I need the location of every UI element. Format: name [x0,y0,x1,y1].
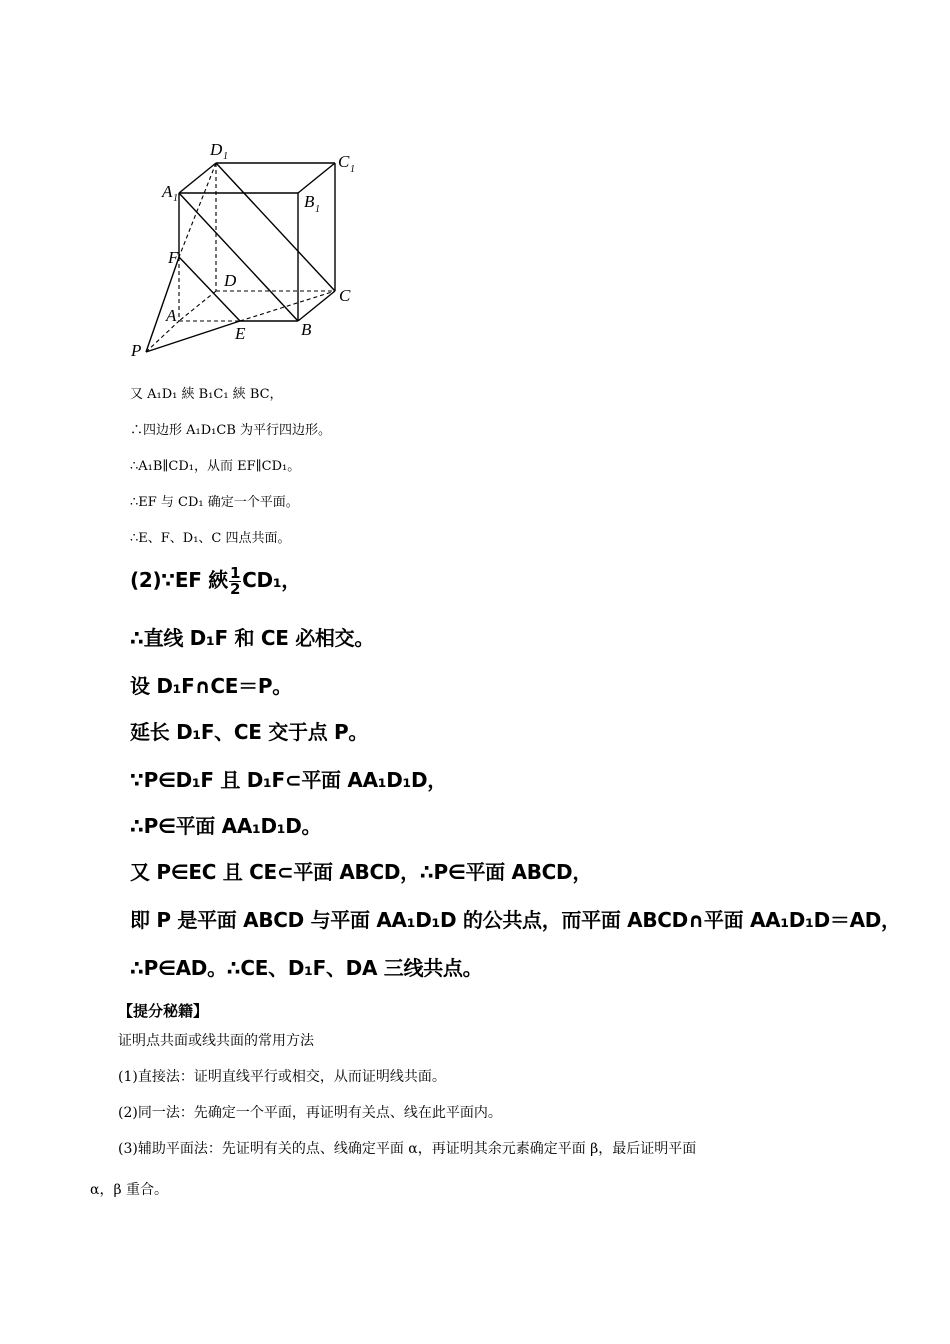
label-c1-sub: 1 [350,164,355,175]
cube-figure [120,130,380,370]
proof2-line-4: 延长 D₁F、CE 交于点 P。 [130,720,369,744]
proof-line-1: 又 A₁D₁ 綊 B₁C₁ 綊 BC， [130,387,283,402]
label-b: B [301,320,312,339]
proof2-line-5: ∵P∈D₁F 且 D₁F⊂平面 AA₁D₁D， [130,768,447,792]
fraction-denominator: 2 [230,580,241,598]
fraction-half [229,566,241,597]
tips-item-1: (1)直接法：证明直线平行或相交，从而证明线共面。 [118,1069,446,1085]
tips-item-2: (2)同一法：先确定一个平面，再证明有关点、线在此平面内。 [118,1105,502,1121]
label-c: C [339,286,351,305]
label-d: D [224,271,237,290]
tips-intro: 证明点共面或线共面的常用方法 [118,1033,314,1049]
proof2-line-9: ∴P∈AD。∴CE、D₁F、DA 三线共点。 [130,956,483,980]
proof2-line-8: 即 P 是平面 ABCD 与平面 AA₁D₁D 的公共点，而平面 ABCD∩平面 AA₁D₁D＝AD， [130,908,901,932]
cube-diagram [120,130,380,370]
tips-item-3-cont: α，β 重合。 [90,1182,168,1198]
proof2-line-1-pre: (2)∵EF 綊 [130,568,229,592]
proof2-line-1-post: CD₁， [242,568,301,592]
proof-line-2: ∴四边形 A₁D₁CB 为平行四边形。 [130,423,331,438]
tips-heading: 【提分秘籍】 [118,1002,209,1020]
proof2-line-6: ∴P∈平面 AA₁D₁D。 [130,814,322,838]
label-b1: B [304,192,315,211]
proof2-line-3: 设 D₁F∩CE＝P。 [130,674,292,698]
label-d1-sub: 1 [223,151,228,162]
proof2-line-1 [130,566,301,597]
proof-line-5: ∴E、F、D₁、C 四点共面。 [130,531,291,546]
label-c1: C [338,152,350,171]
label-a1: A [162,182,173,201]
proof-line-4: ∴EF 与 CD₁ 确定一个平面。 [130,495,299,510]
proof-line-3: ∴A₁B∥CD₁，从而 EF∥CD₁。 [130,459,301,474]
label-e: E [235,324,246,343]
label-p: P [131,341,142,360]
label-d1: D [210,140,223,159]
tips-item-3: (3)辅助平面法：先证明有关的点、线确定平面 α，再证明其余元素确定平面 β，最后证明平面 [118,1141,697,1157]
fraction-numerator: 1 [230,564,241,582]
proof2-line-2: ∴直线 D₁F 和 CE 必相交。 [130,626,375,650]
label-a: A [166,306,177,325]
label-b1-sub: 1 [315,204,320,215]
label-a1-sub: 1 [173,193,178,204]
proof2-line-7: 又 P∈EC 且 CE⊂平面 ABCD，∴P∈平面 ABCD， [130,860,593,884]
label-f: F [168,248,179,267]
